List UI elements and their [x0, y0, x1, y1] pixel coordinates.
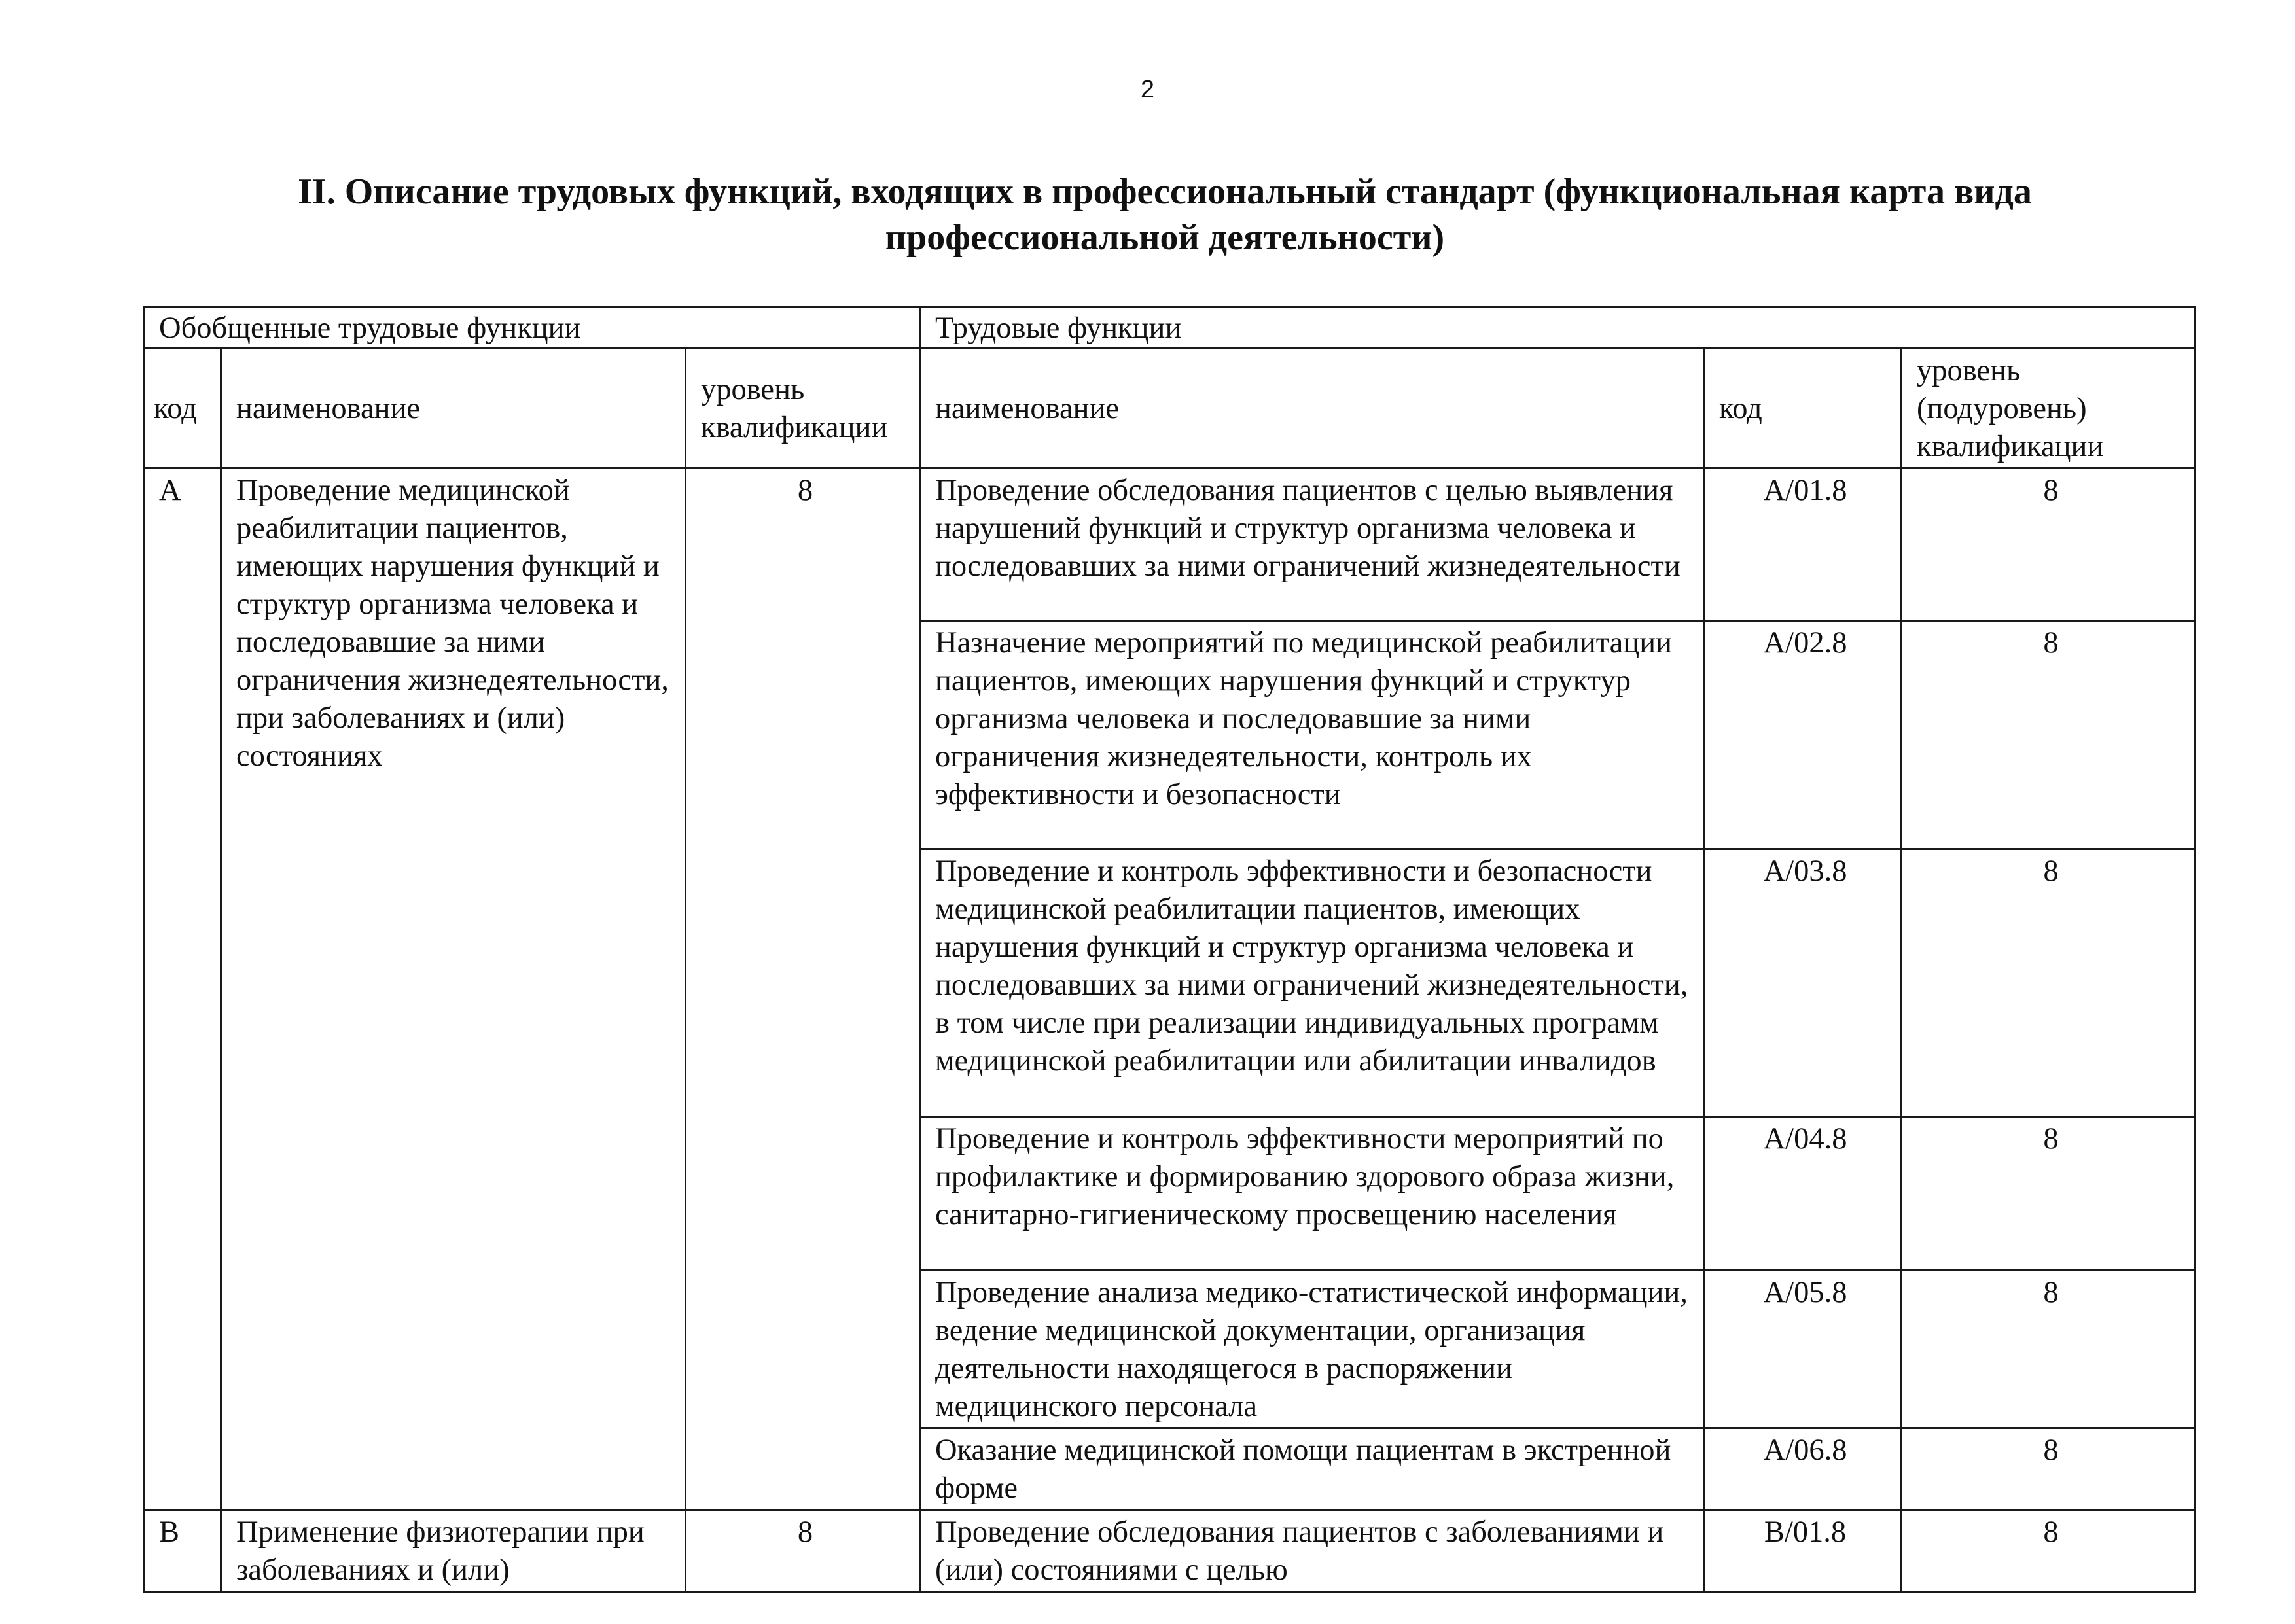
- header-generalized-functions: Обобщенные трудовые функции: [144, 308, 920, 349]
- fn-code-cell: A/04.8: [1704, 1117, 1902, 1271]
- section-title: II. Описание трудовых функций, входящих в профессиональный стандарт (функциональная карта вида профессиональной деятельности): [298, 171, 2032, 258]
- header-gen-name: наименование: [221, 349, 686, 468]
- fn-code-cell: A/06.8: [1704, 1428, 1902, 1510]
- fn-name-cell: Проведение и контроль эффективности и безопасности медицинской реабилитации пациентов, имеющих нарушения функций и структур организма человека и последовавших за ними ограничений жизнедеятельности, в том числе при реализации индивидуальных программ медицинской реабилитации или абилитации инвалидов: [920, 849, 1704, 1117]
- fn-level-cell: 8: [1902, 1117, 2196, 1271]
- column-header-row: [144, 349, 2196, 468]
- fn-name-cell: Назначение мероприятий по медицинской реабилитации пациентов, имеющих нарушения функций и структур организма человека и последовавшие за ними ограничения жизнедеятельности, контроль их эффективности и безопасности: [920, 621, 1704, 849]
- group-header-row: [144, 308, 2196, 349]
- fn-code-cell: A/03.8: [1704, 849, 1902, 1117]
- fn-code-cell: A/05.8: [1704, 1271, 1902, 1428]
- header-fn-name: наименование: [920, 349, 1704, 468]
- fn-level-cell: 8: [1902, 1428, 2196, 1510]
- table-row: [144, 468, 2196, 621]
- page-number: 2: [1140, 76, 1155, 103]
- fn-level-cell: 8: [1902, 621, 2196, 849]
- fn-level-cell: 8: [1902, 1271, 2196, 1428]
- fn-code-cell: B/01.8: [1704, 1510, 1902, 1592]
- functional-map-table: [143, 306, 2196, 1593]
- table-row: [144, 1510, 2196, 1592]
- fn-level-cell: 8: [1902, 1510, 2196, 1592]
- header-gen-code: код: [144, 349, 221, 468]
- gen-code-cell: A: [144, 468, 221, 1510]
- header-fn-level: уровень (подуровень) квалификации: [1902, 349, 2196, 468]
- fn-name-cell: Проведение обследования пациентов с целью выявления нарушений функций и структур организма человека и последовавших за ними ограничений жизнедеятельности: [920, 468, 1704, 621]
- gen-level-cell: 8: [686, 1510, 920, 1592]
- gen-name-cell: Применение физиотерапии при заболеваниях и (или): [221, 1510, 686, 1592]
- gen-level-cell: 8: [686, 468, 920, 1510]
- fn-code-cell: A/01.8: [1704, 468, 1902, 621]
- gen-code-cell: B: [144, 1510, 221, 1592]
- fn-name-cell: Проведение обследования пациентов с заболеваниями и (или) состояниями с целью: [920, 1510, 1704, 1592]
- fn-name-cell: Проведение и контроль эффективности мероприятий по профилактике и формированию здорового образа жизни, санитарно-гигиеническому просвещению населения: [920, 1117, 1704, 1271]
- gen-name-cell: Проведение медицинской реабилитации пациентов, имеющих нарушения функций и структур организма человека и последовавшие за ними ограничения жизнедеятельности, при заболеваниях и (или) состояниях: [221, 468, 686, 1510]
- fn-name-cell: Оказание медицинской помощи пациентам в экстренной форме: [920, 1428, 1704, 1510]
- header-gen-level: уровень квалификации: [686, 349, 920, 468]
- header-labor-functions: Трудовые функции: [920, 308, 2196, 349]
- fn-code-cell: A/02.8: [1704, 621, 1902, 849]
- header-fn-code: код: [1704, 349, 1902, 468]
- fn-level-cell: 8: [1902, 468, 2196, 621]
- fn-name-cell: Проведение анализа медико-статистической информации, ведение медицинской документации, организация деятельности находящегося в распоряжении медицинского персонала: [920, 1271, 1704, 1428]
- fn-level-cell: 8: [1902, 849, 2196, 1117]
